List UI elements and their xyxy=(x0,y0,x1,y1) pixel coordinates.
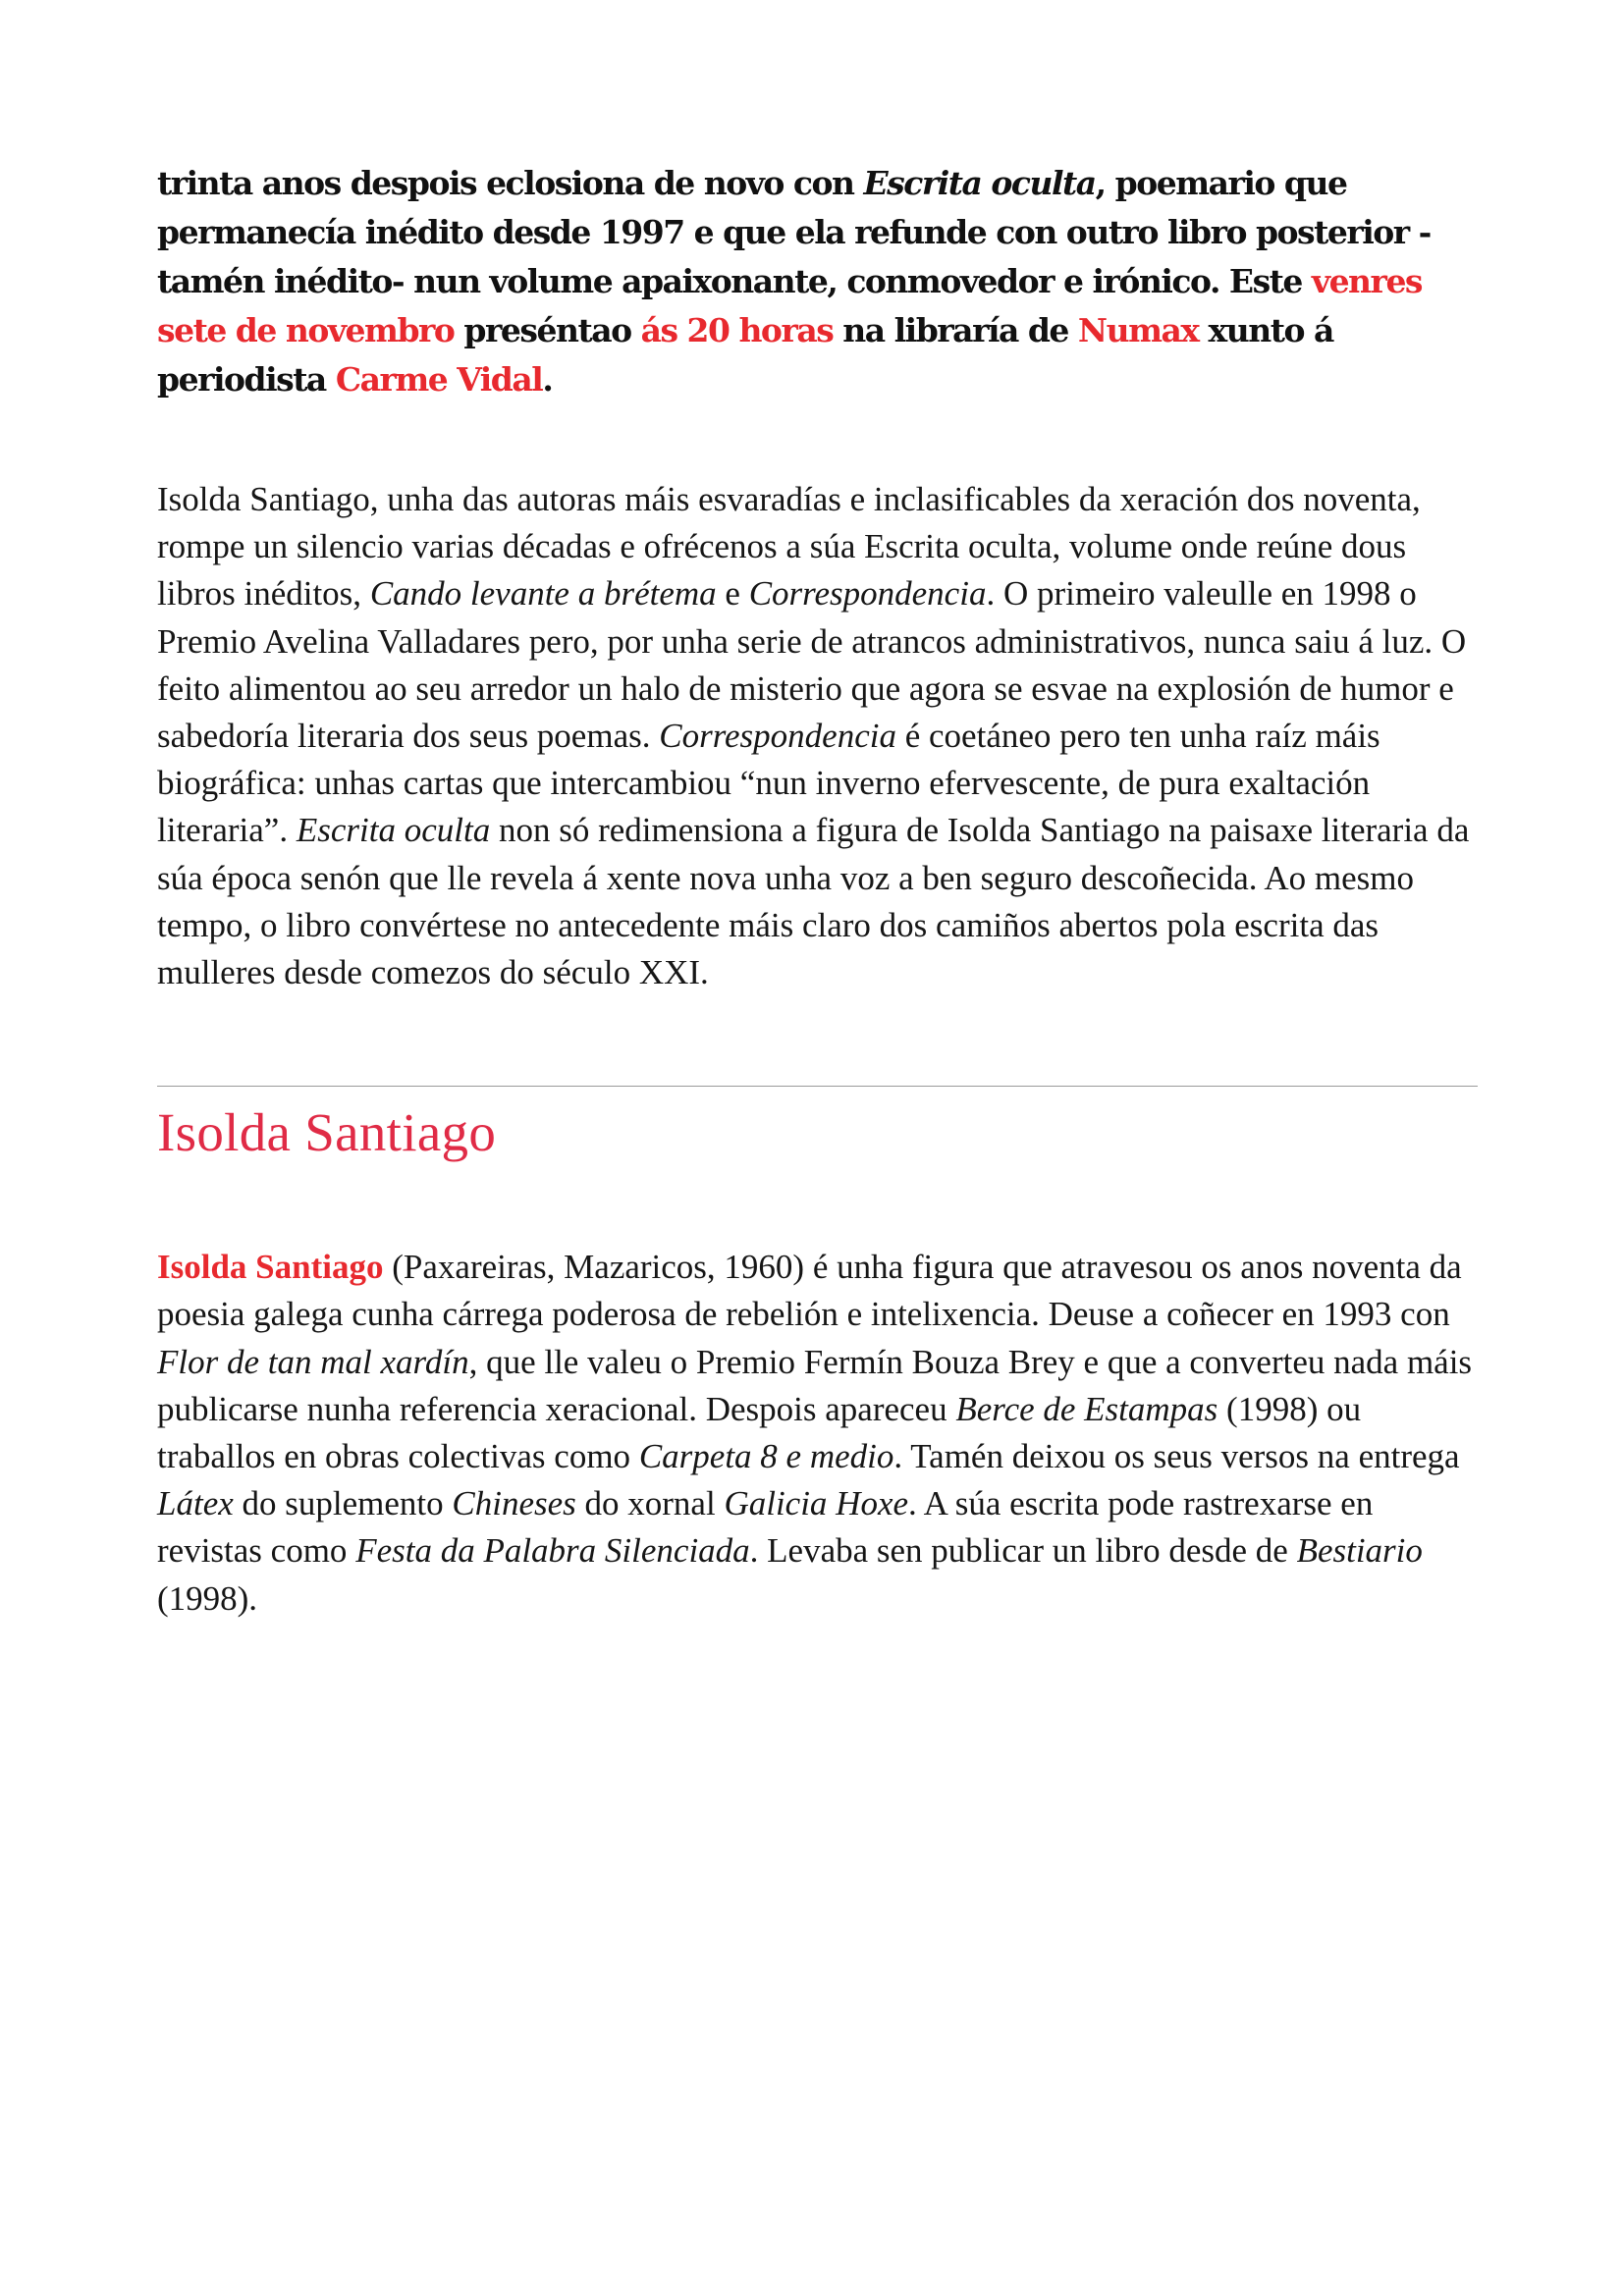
description-text: é coetáneo pero ten unha raíz máis biográfica: unhas cartas que intercambiou “nun inverno efervescente, de pura exaltación literaria”. xyxy=(157,717,1380,850)
book-title: Correspondencia xyxy=(659,717,896,756)
work-title: Flor de tan mal xardín xyxy=(157,1342,469,1381)
work-title: Galicia Hoxe xyxy=(724,1484,909,1523)
description-text: Isolda Santiago, unha das autoras máis esvaradías e inclasificables da xeración dos noventa, rompe un silencio varias décadas e ofrécenos a súa Escrita oculta, volume onde reúne dous libros inéditos, xyxy=(157,480,1421,614)
description-text: non só redimensiona a figura de Isolda Santiago na paisaxe literaria da súa época senón que lle revela á xente nova unha voz a ben seguro descoñecida. Ao mesmo tempo, o libro convértese no antecedente máis claro dos camiños abertos pola escrita das mulleres desde comezos do século XXI. xyxy=(157,811,1470,992)
intro-text: preséntao xyxy=(454,311,641,349)
work-title: Bestiario xyxy=(1296,1531,1423,1571)
description-text: . O primeiro valeulle en 1998 o Premio Avelina Valladares pero, por unha serie de atrancos administrativos, nunca saiu á luz. O feito alimentou ao seu arredor un halo de misterio que agora se esvae na explosión de humor e sabedoría literaria dos seus poemas. xyxy=(157,574,1467,756)
work-title: Látex xyxy=(157,1484,234,1523)
intro-text: . xyxy=(542,360,553,399)
work-title: Carpeta 8 e medio xyxy=(638,1437,894,1476)
event-time: ás 20 horas xyxy=(640,311,834,349)
intro-text: , poemario que permanecía inédito desde 1997 e que ela refunde con outro libro posterior -tamén inédito- nun volume apaixonante, conmovedor e irónico. Este xyxy=(157,164,1431,300)
bio-text: do suplemento xyxy=(233,1484,453,1523)
bio-text: . Tamén deixou os seus versos na entrega xyxy=(893,1437,1460,1476)
work-title: Chineses xyxy=(452,1484,576,1523)
intro-book-title: Escrita oculta xyxy=(863,164,1096,202)
event-journalist: Carme Vidal xyxy=(335,360,543,399)
work-title: Festa da Palabra Silenciada xyxy=(355,1531,750,1571)
work-title: Berce de Estampas xyxy=(955,1389,1218,1428)
bio-text: (1998) ou traballos en obras colectivas como xyxy=(157,1389,1362,1476)
section-divider xyxy=(157,1086,1478,1087)
bio-text: . A súa escrita pode rastrexarse en revistas como xyxy=(157,1484,1374,1571)
book-title: Correspondencia xyxy=(748,574,987,614)
bio-text: do xornal xyxy=(575,1484,725,1523)
intro-text: na libraría de xyxy=(833,311,1078,349)
book-title: Escrita oculta xyxy=(296,811,491,850)
description-paragraph xyxy=(157,476,1478,996)
intro-text: xunto á periodista xyxy=(157,311,1333,399)
author-bio-paragraph xyxy=(157,1244,1478,1623)
intro-text: trinta anos despois eclosiona de novo con xyxy=(157,164,864,202)
book-title: Cando levante a brétema xyxy=(369,574,717,614)
bio-text: (Paxareiras, Mazaricos, 1960) é unha figura que atravesou os anos noventa da poesia galega cunha cárrega poderosa de rebelión e intelixencia. Deuse a coñecer en 1993 con xyxy=(157,1248,1462,1334)
author-heading: Isolda Santiago xyxy=(157,1102,497,1163)
author-name: Isolda Santiago xyxy=(157,1248,384,1287)
event-venue: Numax xyxy=(1077,311,1199,349)
document-page xyxy=(157,159,1478,1623)
bio-text: (1998). xyxy=(157,1578,258,1618)
bio-text: . Levaba sen publicar un libro desde de xyxy=(749,1531,1297,1571)
bio-text: , que lle valeu o Premio Fermín Bouza Brey e que a converteu nada máis publicarse nunha referencia xeracional. Despois apareceu xyxy=(157,1342,1473,1428)
intro-paragraph xyxy=(157,159,1478,404)
description-text: e xyxy=(716,574,749,614)
event-date: venres sete de novembro xyxy=(157,262,1423,349)
